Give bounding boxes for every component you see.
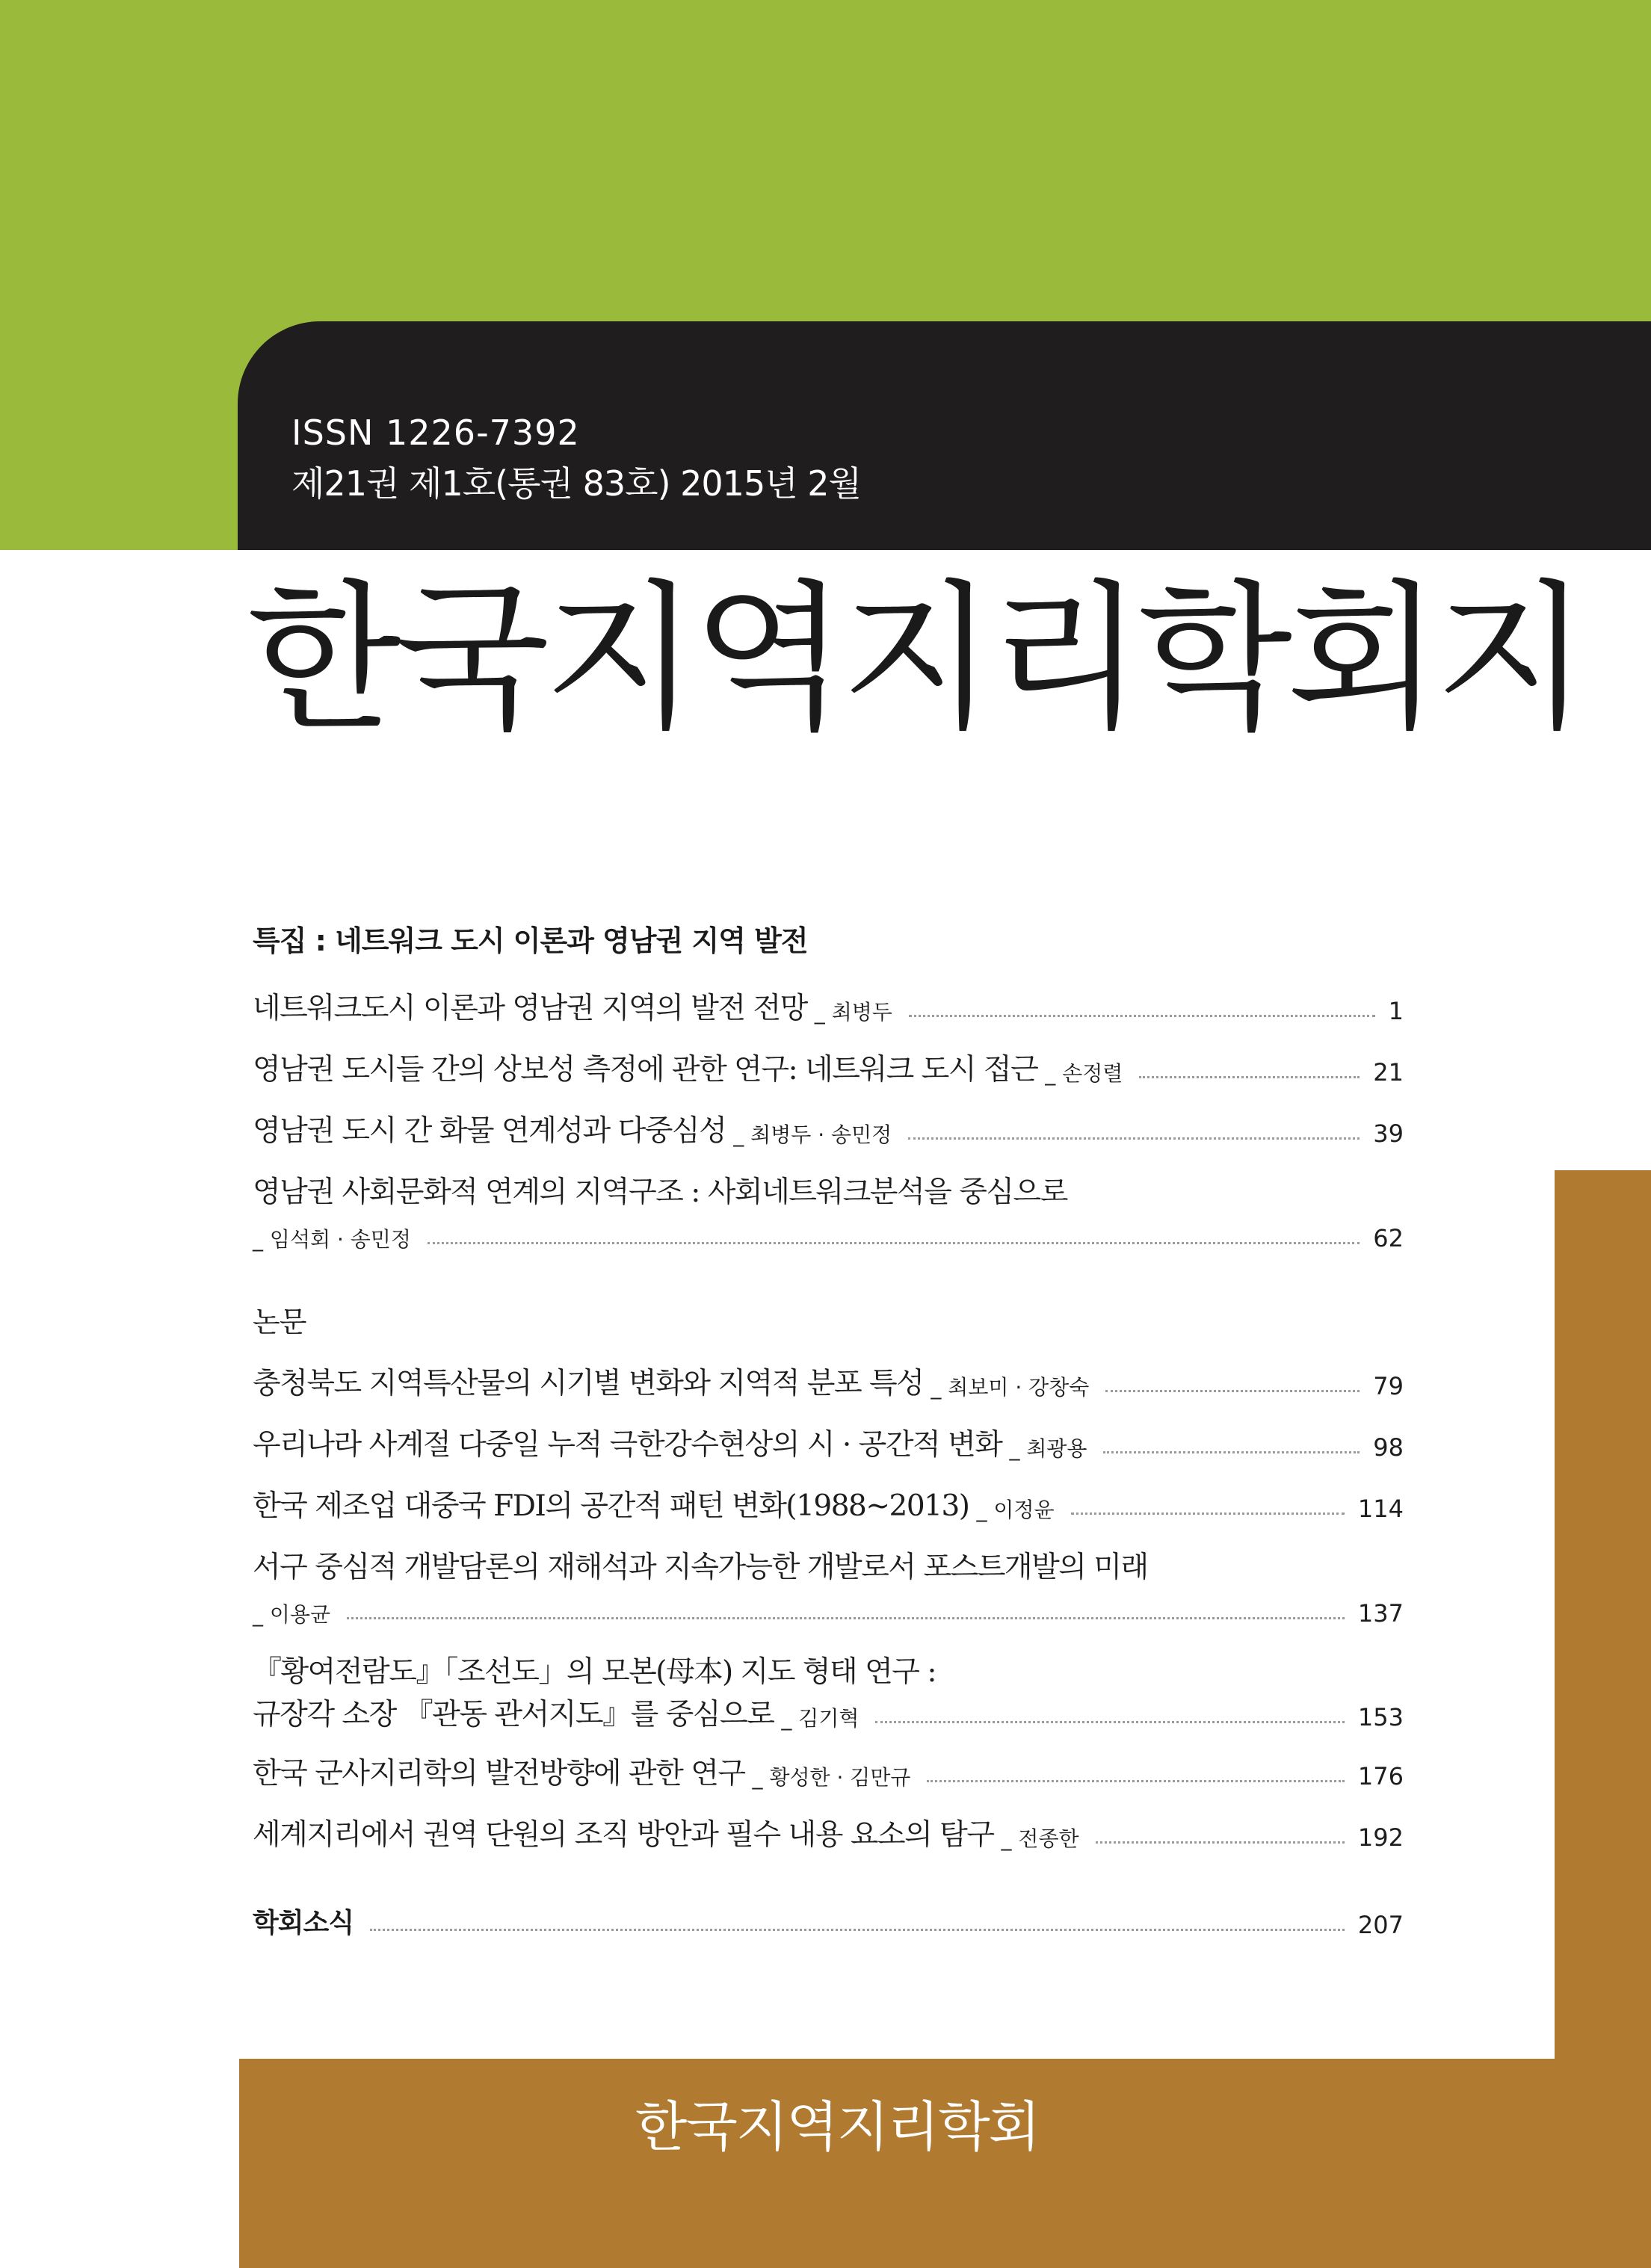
entry-page: 153 — [1357, 1703, 1404, 1731]
entry-page: 137 — [1357, 1599, 1404, 1628]
entry-page: 192 — [1357, 1823, 1404, 1852]
entry-title: 세계지리에서 권역 단원의 조직 방안과 필수 내용 요소의 탐구 — [253, 1818, 994, 1852]
dot-leader — [875, 1721, 1345, 1723]
entry-title: 영남권 도시들 간의 상보성 측정에 관한 연구: 네트워크 도시 접근 — [253, 1053, 1038, 1087]
dot-leader — [908, 1137, 1360, 1140]
dot-leader — [909, 1015, 1375, 1017]
entry-author: _ 이정윤 — [976, 1498, 1055, 1522]
issue-volume-date: 제21권 제1호(통권 83호) 2015년 2월 — [291, 463, 861, 504]
publisher-name: 한국지역지리학회 — [635, 2095, 1040, 2158]
toc-entry[interactable] — [253, 1759, 1404, 1788]
toc-entry-news[interactable] — [253, 1910, 1404, 1937]
dot-leader — [1071, 1512, 1345, 1515]
issn-number: ISSN 1226-7392 — [291, 412, 580, 453]
entry-author: _ 전종한 — [1001, 1826, 1079, 1851]
entry-title: 『황여전람도』「조선도」의 모본(母本) 지도 형태 연구 : — [253, 1655, 936, 1689]
footer-band — [239, 2059, 1651, 2268]
dot-leader — [1105, 1390, 1360, 1392]
dot-leader — [347, 1617, 1345, 1619]
entry-page: 21 — [1373, 1058, 1404, 1087]
toc-entry[interactable] — [253, 1657, 1404, 1729]
entry-title: 네트워크도시 이론과 영남권 지역의 발전 전망 — [253, 992, 807, 1025]
entry-page: 176 — [1357, 1762, 1404, 1790]
dot-leader — [1103, 1451, 1360, 1453]
entry-title: 한국 군사지리학의 발전방향에 관한 연구 — [253, 1757, 745, 1790]
toc-entry[interactable] — [253, 1053, 1404, 1087]
entry-page: 62 — [1373, 1224, 1404, 1252]
entry-page: 207 — [1357, 1911, 1404, 1939]
journal-title: 한국지역지리학회지 — [247, 566, 1584, 752]
entry-page: 114 — [1357, 1495, 1404, 1523]
entry-author: _ 김기혁 — [781, 1706, 860, 1731]
dot-leader — [1139, 1076, 1360, 1078]
entry-title-continued: 규장각 소장 『관동 관서지도』를 중심으로 — [253, 1698, 774, 1731]
toc-entry[interactable] — [253, 1175, 1404, 1252]
entry-author: _ 최광용 — [1009, 1436, 1087, 1461]
white-corner-notch — [1457, 1958, 1555, 2059]
toc-entry[interactable] — [253, 1820, 1404, 1850]
entry-title: 우리나라 사계절 다중일 누적 극한강수현상의 시 · 공간적 변화 — [253, 1428, 1002, 1462]
dot-leader — [927, 1780, 1344, 1782]
dot-leader — [428, 1242, 1360, 1244]
entry-author: _ 최병두 — [814, 1000, 892, 1025]
news-title: 학회소식 — [253, 1908, 354, 1938]
entry-author: _ 최보미 · 강창숙 — [931, 1375, 1090, 1400]
entry-title: 충청북도 지역특산물의 시기별 변화와 지역적 분포 특성 — [253, 1367, 924, 1400]
entry-title: 영남권 사회문화적 연계의 지역구조 : 사회네트워크분석을 중심으로 — [253, 1175, 1067, 1209]
entry-author: _ 최병두 · 송민정 — [733, 1122, 892, 1147]
special-section-heading: 특집 : 네트워크 도시 이론과 영남권 지역 발전 — [253, 924, 808, 957]
entry-author: _ 황성한 · 김만규 — [752, 1765, 911, 1790]
toc-entry[interactable] — [253, 994, 1404, 1023]
toc-entry[interactable] — [253, 1428, 1404, 1462]
papers-section-heading: 논문 — [253, 1306, 306, 1338]
entry-author: _ 이용균 — [253, 1602, 331, 1627]
toc-entry[interactable] — [253, 1489, 1404, 1523]
entry-title: 서구 중심적 개발담론의 재해석과 지속가능한 개발로서 포스트개발의 미래 — [253, 1551, 1148, 1584]
entry-author: _ 임석회 · 송민정 — [253, 1227, 411, 1252]
entry-title: 영남권 도시 간 화물 연계성과 다중심성 — [253, 1114, 726, 1148]
dot-leader — [1096, 1841, 1345, 1844]
toc-entry[interactable] — [253, 1551, 1404, 1628]
entry-page: 1 — [1388, 997, 1404, 1025]
entry-page: 79 — [1373, 1372, 1404, 1400]
entry-page: 98 — [1373, 1433, 1404, 1462]
toc-entry[interactable] — [253, 1116, 1404, 1146]
entry-author: _ 손정렬 — [1045, 1061, 1123, 1086]
dot-leader — [370, 1929, 1345, 1931]
entry-title: 한국 제조업 대중국 FDI의 공간적 패턴 변화(1988~2013) — [253, 1489, 969, 1523]
entry-page: 39 — [1373, 1119, 1404, 1148]
toc-entry[interactable] — [253, 1369, 1404, 1398]
